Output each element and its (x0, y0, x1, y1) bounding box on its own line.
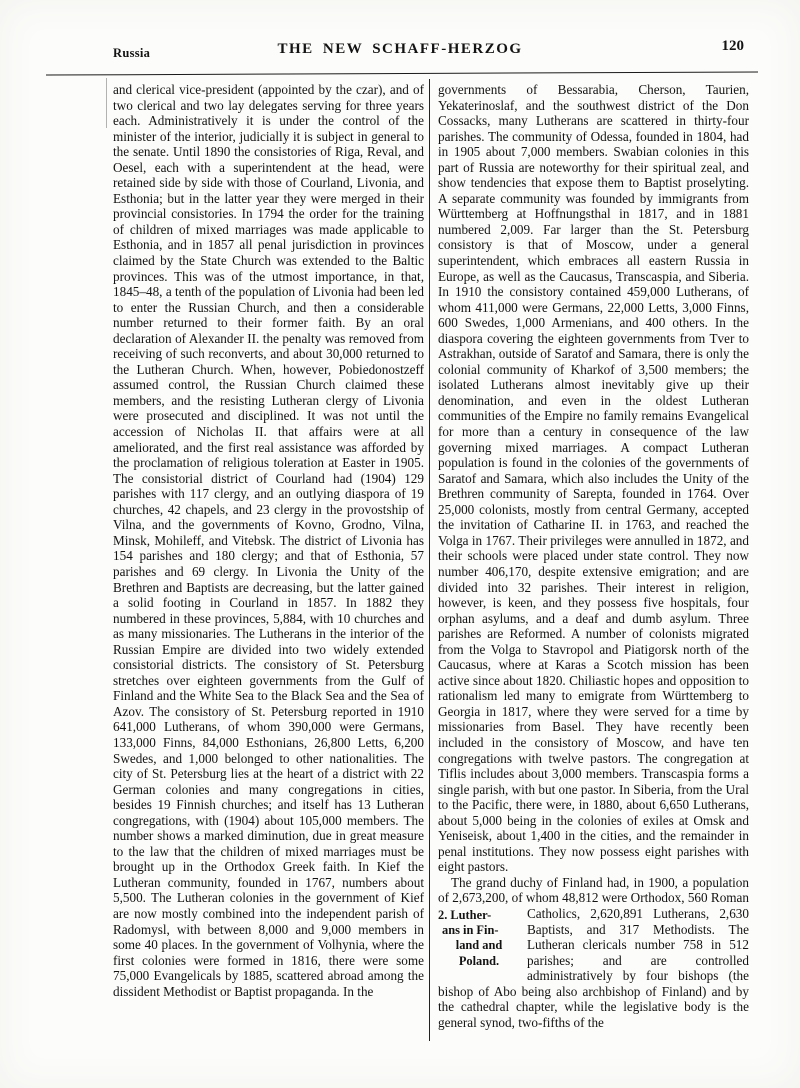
paragraph-body-text: 560 Roman Catholics, 2,620,891 Lutherans, 2,630 Baptists, and 317 Methodists. The Lutheran clericals number 758 in 512 parishes; and are controlled administratively by four bishops (the bishop of Abo being also archbishop of Finland) and by the cathedral chapter, while the legislative body is the general synod, two-fifths of the (438, 890, 750, 1030)
sidenote-line: 2. Luther- (438, 907, 492, 922)
sidenote-lutherans-finland-poland (438, 908, 520, 969)
sidenote-line: land and (455, 938, 503, 953)
right-column-paragraph-finland (438, 875, 749, 1030)
column-divider-rule (429, 79, 430, 1041)
paragraph-lead-text: The grand duchy of Finland had, in 1900, a population of 2,673,200, of whom 48,812 were Orthodox, (438, 874, 749, 906)
right-column-paragraph: governments of Bessarabia, Cherson, Taurien, Yekaterinoslaf, and the southwest district of the Don Cossacks, many Lutherans are scattered in thirty-four parishes. The community of Odessa, founded in 1804, had in 1905 about 7,000 members. Swabian colonies in this part of Russia are noteworthy for their spiritual zeal, and show tendencies that expose them to Baptist proselyting. A separate community was founded by immigrants from Württemberg at Hoffnungsthal in 1817, and in 1881 numbered 2,009. Far larger than the St. Petersburg consistory is that of Moscow, under a general superintendent, which embraces all eastern Russia in Europe, as well as the Caucasus, Transcaspia, and Siberia. In 1910 the consistory contained 459,000 Lutherans, of whom 411,000 were Germans, 22,000 Letts, 3,000 Finns, 600 Swedes, 1,000 Armenians, and 400 others. In the diaspora covering the eighteen governments from Tver to Astrakhan, outside of Saratof and Samara, there is only the colonial community of Kharkof of 3,500 members; the isolated Lutherans almost inevitably give up their denomination, and even in the oldest Lutheran communities of the Empire no family remains Evangelical for more than a century in consequence of the law governing mixed marriages. A compact Lutheran population is found in the colonies of the governments of Saratof and Samara, which also includes the Unity of the Brethren community of Sarepta, founded in 1764. Over 25,000 colonists, mostly from central Germany, accepted the invitation of Catharine II. in 1763, and reached the Volga in 1767. Their privileges were annulled in 1872, and their schools were placed under state control. They now number 406,170, despite extensive emigration; and are divided into 32 parishes. Their interest in religion, however, is keen, and they possess five hospitals, four orphan asylums, and a deaf and dumb asylum. Three parishes are Reformed. A number of colonists migrated from the Volga to Stavropol and Piatigorsk north of the Caucasus, where at Karas a Scotch mission has been active since about 1820. Chiliastic hopes and opposition to rationalism led many to emigrate from Württemberg to Georgia in 1817, where they were served for a time by missionaries from Basel. They have recently been included in the consistory of Moscow, and have ten congregations with twelve pastors. The congregation at Tiflis includes about 3,000 members. Transcaspia forms a single parish, with but one pastor. In Siberia, from the Ural to the Pacific, there were, in 1880, about 6,650 Lutherans, about 5,000 being in the colonies of exiles at Omsk and Yeniseisk, about 1,400 in the cities, and the remainder in penal institutions. They now possess eight parishes with eight pastors. (438, 82, 749, 875)
scan-artifact-line (106, 78, 107, 128)
page-title: THE NEW SCHAFF-HERZOG (277, 41, 523, 57)
page-number: 120 (721, 38, 744, 54)
header-rule (46, 71, 758, 75)
right-column (438, 82, 749, 1030)
left-column (113, 82, 424, 999)
sidenote-line: ans in Fin- (442, 923, 499, 938)
left-column-paragraph: and clerical vice-president (appointed by the czar), and of two clerical and two lay delegates serving for three years each. Administratively it is under the control of the minister of the interior, judicially it is subject in general to the senate. Until 1890 the consistories of Riga, Reval, and Oesel, each with a superintendent at the head, were retained side by side with those of Courland, Livonia, and Esthonia; but in the latter year they were merged in their provincial consistories. In 1794 the order for the training of children of mixed marriages was made applicable to Esthonia, and in 1857 all penal jurisdiction in provinces claimed by the State Church was extended to the Baltic provinces. This was of the utmost importance, in that, 1845–48, a tenth of the population of Livonia had been led to enter the Russian Church, and then a considerable number returned to their former faith. By an oral declaration of Alexander II. the penalty was removed from receiving of such reconverts, and about 30,000 returned to the Lutheran Church. When, however, Pobiedonostzeff assumed control, the Russian Church claimed these members, and the resisting Lutheran clergy of Livonia were prosecuted and disciplined. It was not until the accession of Nicholas II. that affairs were at all ameliorated, and the first real assistance was afforded by the proclamation of religious toleration at Easter in 1905. The consistorial district of Courland had (1904) 129 parishes with 117 clergy, and an outlying diaspora of 19 churches, 42 chapels, and 23 clergy in the provostship of Vilna, and the governments of Kovno, Grodno, Vilna, Minsk, Mohileff, and Vitebsk. The district of Livonia has 154 parishes and 180 clergy; and that of Esthonia, 57 parishes and 69 clergy. In Livonia the Unity of the Brethren and Baptists are decreasing, but the latter gained a solid footing in Courland in 1857. In 1882 they numbered in these provinces, 5,884, with 10 churches and as many missionaries. The Lutherans in the interior of the Russian Empire are divided into two widely extended consistorial districts. The consistory of St. Petersburg stretches over eighteen governments from the Gulf of Finland and the White Sea to the Black Sea and the Sea of Azov. The consistory of St. Petersburg reported in 1910 641,000 Lutherans, of whom 390,000 were Germans, 133,000 Finns, 84,000 Esthonians, 26,800 Letts, 6,200 Swedes, and 1,000 belonged to other nationalities. The city of St. Petersburg lies at the heart of a district with 22 German colonies and many congregations in cities, besides 19 Finnish churches; and itself has 13 Lutheran congregations, with (1904) about 105,000 members. The number shows a marked diminution, due in great measure to the law that the children of mixed marriages must be brought up in the Orthodox Greek faith. In Kief the Lutheran community, founded in 1767, numbers about 5,500. The Lutheran colonies in the government of Kief are now mostly combined into the independent parish of Radomysl, with between 8,000 and 9,000 members in some 40 places. In the government of Volhynia, where the first colonies were formed in 1816, there were some 75,000 Evangelicals by 1885, scattered abroad among the dissident Methodist or Baptist propaganda. In the (113, 82, 424, 999)
sidenote-line: Poland. (458, 953, 500, 968)
running-head: Russia (113, 46, 151, 60)
